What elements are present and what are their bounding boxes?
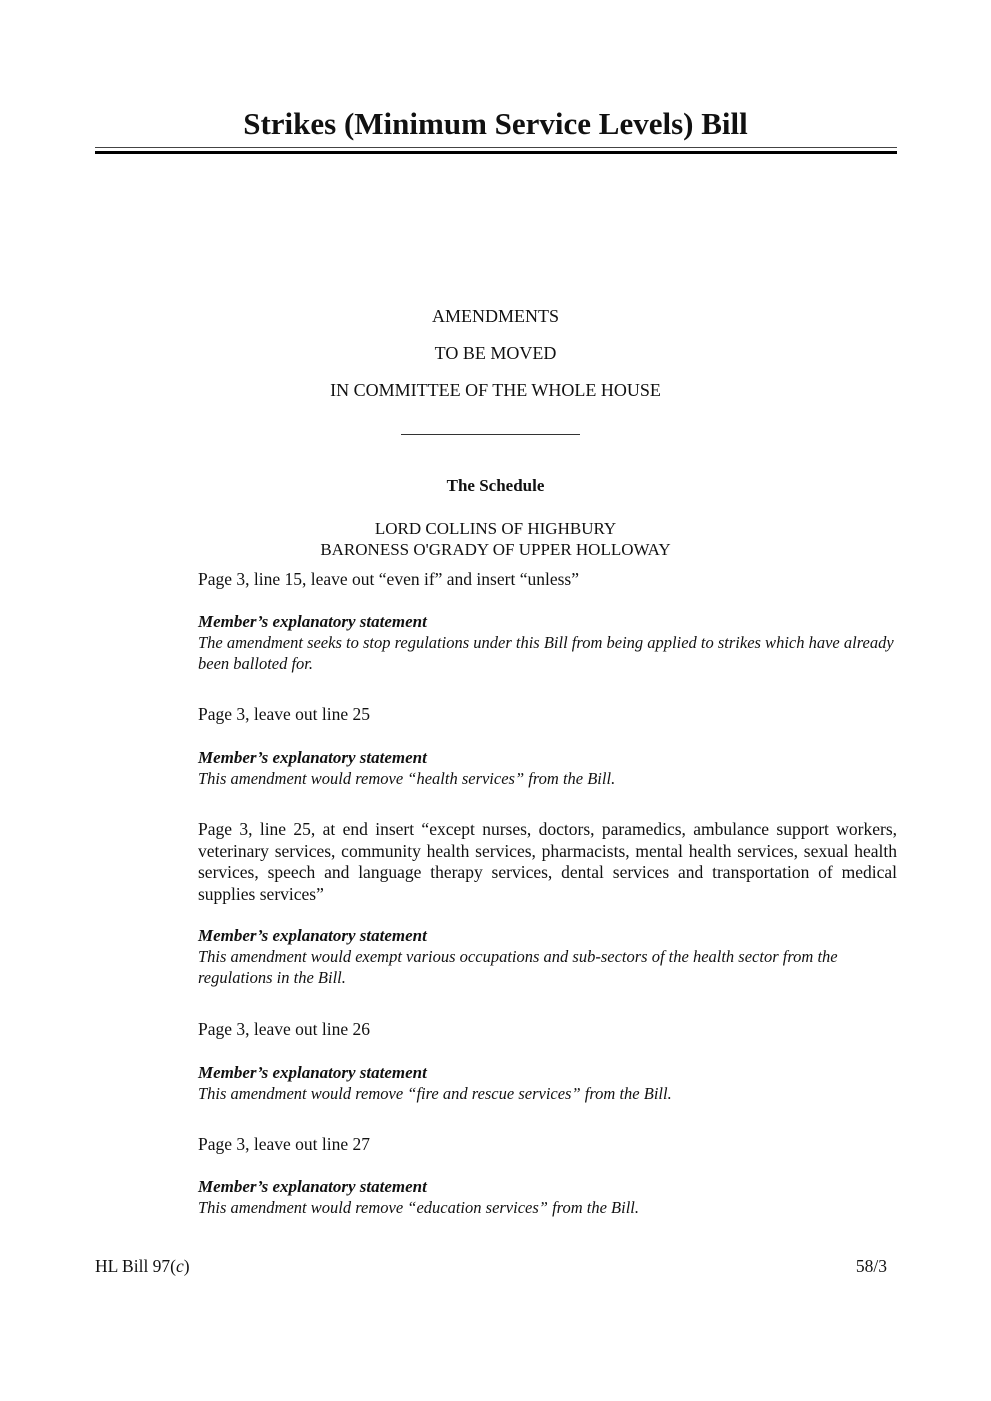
- statement-text: This amendment would remove “fire and rescue services” from the Bill.: [198, 1083, 672, 1103]
- amendment-motion: Page 3, leave out line 27: [198, 1134, 371, 1154]
- heading-to-be-moved: TO BE MOVED: [434, 343, 557, 363]
- statement-text: This amendment would exempt various occupations and sub-sectors of the health sector from the regulations in the Bill.: [198, 947, 838, 987]
- document-title: Strikes (Minimum Service Levels) Bill: [243, 106, 748, 141]
- amendment-2: [198, 704, 897, 789]
- bill-number-close: ): [183, 1256, 190, 1276]
- amendment-1: [198, 569, 897, 674]
- amendment-motion: Page 3, leave out line 26: [198, 1019, 371, 1039]
- page-number: 58/3: [855, 1256, 887, 1276]
- bill-number-prefix: HL Bill 97(: [95, 1256, 177, 1276]
- statement-heading: Member’s explanatory statement: [198, 747, 427, 767]
- statement-heading: Member’s explanatory statement: [198, 1062, 427, 1082]
- separator-rule: [401, 434, 580, 435]
- section-heading: The Schedule: [446, 476, 545, 495]
- statement-text: The amendment seeks to stop regulations under this Bill from being applied to strikes which have already been balloted for.: [198, 632, 894, 673]
- amendment-3: [198, 819, 897, 988]
- amendment-5: [198, 1134, 897, 1218]
- statement-text: This amendment would remove “education services” from the Bill.: [198, 1197, 640, 1217]
- amendment-motion: Page 3, line 15, leave out “even if” and insert “unless”: [198, 569, 579, 589]
- amendment-motion: Page 3, leave out line 25: [198, 704, 371, 724]
- bill-number-suffix: c: [176, 1256, 184, 1276]
- statement-heading: Member’s explanatory statement: [198, 611, 427, 631]
- heading-amendments: AMENDMENTS: [431, 306, 559, 326]
- statement-heading: Member’s explanatory statement: [198, 926, 427, 945]
- amendment-motion: Page 3, line 25, at end insert “except nurses, doctors, paramedics, ambulance support workers, veterinary services, community health services, pharmacists, mental health services, sexual health services, speech and language therapy services, dental services and transportation of medical supplies services”: [198, 819, 897, 904]
- mover-2: BARONESS O'GRADY OF UPPER HOLLOWAY: [320, 540, 671, 559]
- bill-number: [95, 1256, 190, 1277]
- amendment-4: [198, 1019, 897, 1104]
- mover-1: LORD COLLINS OF HIGHBURY: [374, 519, 617, 538]
- statement-heading: Member’s explanatory statement: [198, 1176, 427, 1196]
- title-rule-thin: [95, 147, 897, 148]
- statement-text: This amendment would remove “health services” from the Bill.: [198, 768, 616, 788]
- heading-committee: IN COMMITTEE OF THE WHOLE HOUSE: [330, 380, 661, 400]
- title-rule-thick: [95, 151, 897, 154]
